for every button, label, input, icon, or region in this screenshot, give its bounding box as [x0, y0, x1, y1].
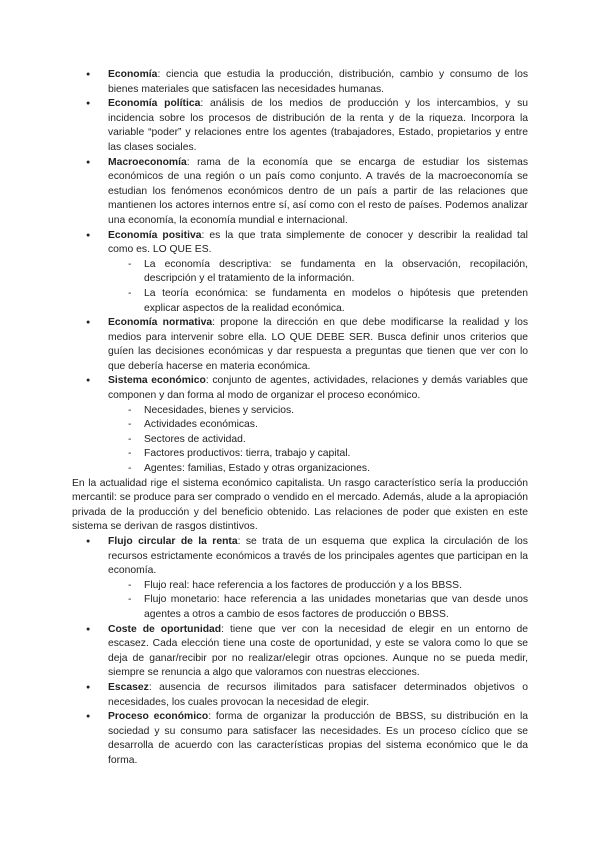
list-item-sistema-economico	[72, 374, 528, 476]
definition: : se trata de un esquema que explica la circulación de los recursos estrictamente económicos a través de los principales agentes que participan en la economía.	[108, 536, 528, 577]
term: Economía normativa	[108, 317, 213, 329]
term: Economía positiva	[108, 229, 202, 241]
sub-list	[108, 579, 528, 623]
term: Escasez	[108, 681, 149, 693]
list-item-proceso-economico	[72, 710, 528, 768]
definition: : tiene que ver con la necesidad de elegir en un entorno de escasez. Cada elección tiene una coste de oportunidad, y este se valora como lo que se deja de ganar/recibir por no realizar/elegir otras opciones. Aunque no se pueda medir, siempre se renuncia a algo que valoramos con nuestras elecciones.	[108, 623, 528, 679]
sub-item: - Actividades económicas.	[108, 418, 528, 433]
definition: : ausencia de recursos ilimitados para satisfacer determinados objetivos o necesidades, los cuales provocan la necesidad de elegir.	[108, 681, 528, 708]
term: Flujo circular de la renta	[108, 536, 238, 547]
list-item-macroeconomia	[72, 156, 528, 229]
sub-item: - Sectores de actividad.	[108, 433, 528, 448]
definition: : propone la dirección en que debe modificarse la realidad y los medios para intervenir sobre ella. LO QUE DEBE SER. Busca definir unos criterios que guíen las decisiones económicas y dar respuesta a preguntas que tienen que ver con lo que debería hacerse en materia económica.	[108, 317, 528, 372]
sub-item: - Flujo real: hace referencia a los factores de producción y a los BBSS.	[108, 579, 528, 594]
list-item-economia-positiva	[72, 229, 528, 317]
sub-item: - La economía descriptiva: se fundamenta en la observación, recopilación, descripción y el tratamiento de la información.	[108, 258, 528, 287]
sub-item: - Flujo monetario: hace referencia a las unidades monetarias que van desde unos agentes a otros a cambio de esos factores de producción o BBSS.	[108, 593, 528, 622]
document-content	[72, 68, 528, 769]
definition: : es la que trata simplemente de conocer y describir la realidad tal como es. LO QUE ES.	[108, 229, 528, 256]
term: Macroeconomía	[108, 156, 187, 168]
term: Economía	[108, 69, 158, 80]
sub-item: - Factores productivos: tierra, trabajo y capital.	[108, 447, 528, 462]
definition-list-1	[72, 68, 528, 477]
list-item-economia	[72, 68, 528, 97]
sub-item: - Agentes: familias, Estado y otras organizaciones.	[108, 462, 528, 477]
sub-item: - Necesidades, bienes y servicios.	[108, 404, 528, 419]
definition-list-2	[72, 535, 528, 769]
definition: : forma de organizar la producción de BBSS, su distribución en la sociedad y su consumo para satisfacer las necesidades. Es un proceso cíclico que se desarrolla de acuerdo con las características propias del sistema económico que le da forma.	[108, 711, 529, 766]
definition: : rama de la economía que se encarga de estudiar los sistemas económicos de una región o un país como conjunto. A través de la macroeconomía se estudian los fenómenos económicos dentro de un país a partir de las relaciones que mantienen los actores internos entre sí, así como con el resto de países. Podemos analizar una economía, la economía mundial e internacional.	[108, 156, 528, 226]
sub-item: - La teoría económica: se fundamenta en modelos o hipótesis que pretenden explicar aspectos de la realidad económica.	[108, 287, 528, 316]
sub-list	[108, 258, 528, 316]
list-item-coste-oportunidad	[72, 623, 528, 681]
sub-list	[108, 404, 528, 477]
list-item-flujo-circular	[72, 535, 528, 623]
body-paragraph: En la actualidad rige el sistema económico capitalista. Un rasgo característico sería la producción mercantil: se produce para ser comprado o vendido en el mercado. Además, alude a la apropiación privada de la producción y del beneficio obtenido. Las relaciones de poder que existen en este sistema se derivan de rasgos distintivos.	[72, 477, 528, 533]
definition: : ciencia que estudia la producción, distribución, cambio y consumo de los bienes materiales que satisfacen las necesidades humanas.	[108, 69, 528, 95]
term: Coste de oportunidad	[108, 623, 222, 635]
term: Sistema económico	[108, 375, 206, 387]
term: Proceso económico	[108, 711, 209, 723]
list-item-escasez	[72, 681, 528, 710]
list-item-economia-normativa	[72, 316, 528, 374]
definition: : conjunto de agentes, actividades, relaciones y demás variables que componen y dan forma al modo de organizar el proceso económico.	[108, 375, 528, 402]
definition: : análisis de los medios de producción y los intercambios, y su incidencia sobre los procesos de distribución de la renta y de la riqueza. Incorpora la variable “poder” y relaciones entre los agentes (trabajadores, Estado, propietarios y entre las clases sociales.	[108, 98, 528, 153]
list-item-economia-politica	[72, 97, 528, 155]
term: Economía política	[108, 98, 201, 110]
